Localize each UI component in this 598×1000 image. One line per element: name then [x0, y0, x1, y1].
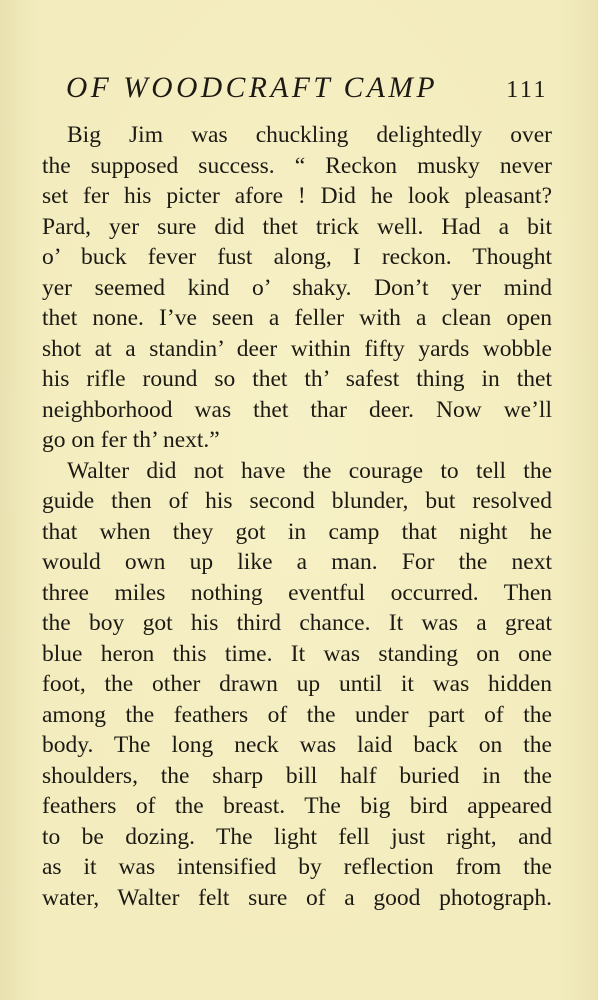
- text-line: that when they got in camp that night he: [42, 518, 552, 545]
- text-line: the supposed success. “ Reckon musky never: [42, 152, 552, 179]
- text-line: to be dozing. The light fell just right, and: [42, 823, 552, 850]
- running-title: OF WOODCRAFT CAMP: [66, 72, 438, 104]
- text-line: guide then of his second blunder, but resolved: [42, 488, 552, 514]
- text-line: three miles nothing eventful occurred. Then: [42, 579, 552, 606]
- paragraph: [42, 456, 552, 914]
- text-line: would own up like a man. For the next: [42, 549, 552, 575]
- text-line: water, Walter felt sure of a good photograph.: [42, 884, 552, 911]
- text-line: as it was intensified by reflection from the: [42, 854, 552, 880]
- text-line: shoulders, the sharp bill half buried in the: [42, 762, 552, 789]
- text-line: set fer his picter afore ! Did he look pleasant?: [42, 183, 552, 209]
- running-head: [66, 72, 548, 112]
- text-line: Pard, yer sure did thet trick well. Had a bit: [42, 213, 552, 240]
- text-line: go on fer th’ next.”: [42, 427, 220, 453]
- text-line: foot, the other drawn up until it was hidden: [42, 671, 552, 697]
- text-line: yer seemed kind o’ shaky. Don’t yer mind: [42, 274, 552, 301]
- text-line: the boy got his third chance. It was a great: [42, 610, 552, 636]
- text-line: his rifle round so thet th’ safest thing in thet: [42, 366, 552, 392]
- text-line: among the feathers of the under part of the: [42, 701, 552, 728]
- text-line: body. The long neck was laid back on the: [42, 732, 552, 758]
- text-line: neighborhood was thet thar deer. Now we’ll: [42, 396, 552, 423]
- text-line: thet none. I’ve seen a feller with a clean open: [42, 305, 552, 331]
- text-line: feathers of the breast. The big bird appeared: [42, 793, 552, 819]
- text-line: Walter did not have the courage to tell the: [67, 457, 552, 484]
- text-line: o’ buck fever fust along, I reckon. Thought: [42, 244, 552, 270]
- text-line: shot at a standin’ deer within fifty yards wobble: [42, 335, 552, 362]
- body-text: [42, 120, 552, 913]
- paragraph: [42, 120, 552, 456]
- text-line: Big Jim was chuckling delightedly over: [67, 122, 552, 148]
- text-line: blue heron this time. It was standing on one: [42, 640, 552, 667]
- page-number: 111: [506, 77, 548, 103]
